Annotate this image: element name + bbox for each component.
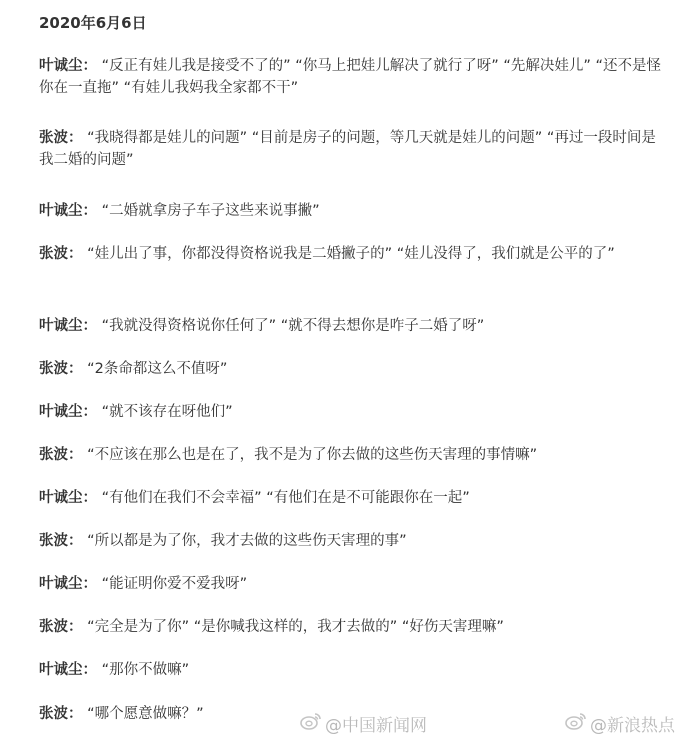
speaker-name: 张波： bbox=[39, 619, 83, 635]
quote-text: “那你不做嘛” bbox=[101, 662, 190, 678]
dialogue-line bbox=[39, 127, 669, 171]
dialogue-line bbox=[39, 573, 669, 595]
speaker-name: 叶诚尘： bbox=[39, 490, 97, 506]
speaker-name: 叶诚尘： bbox=[39, 662, 97, 678]
quote-text: “娃儿出了事，你都没得资格说我是二婚撇子的” “娃儿没得了，我们就是公平的了” bbox=[87, 246, 615, 262]
quote-text: “2条命都这么不值呀” bbox=[87, 361, 228, 377]
dialogue-line bbox=[39, 487, 669, 509]
dialogue-line bbox=[39, 401, 669, 423]
quote-text: “二婚就拿房子车子这些来说事撇” bbox=[101, 203, 320, 219]
quote-text: “所以都是为了你，我才去做的这些伤天害理的事” bbox=[87, 533, 407, 549]
weibo-icon bbox=[300, 711, 325, 736]
quote-text: “有他们在我们不会幸福” “有他们在是不可能跟你在一起” bbox=[101, 490, 470, 506]
speaker-name: 叶诚尘： bbox=[39, 58, 97, 74]
speaker-name: 叶诚尘： bbox=[39, 203, 97, 219]
dialogue-line bbox=[39, 530, 669, 552]
speaker-name: 张波： bbox=[39, 246, 83, 262]
watermark-right bbox=[565, 710, 675, 736]
quote-text: “我就没得资格说你任何了” “就不得去想你是咋子二婚了呀” bbox=[101, 318, 485, 334]
dialogue-line bbox=[39, 703, 289, 725]
quote-text: “我晓得都是娃儿的问题” “目前是房子的问题，等几天就是娃儿的问题” “再过一段时间是我二婚的问题” bbox=[39, 130, 656, 168]
speaker-name: 张波： bbox=[39, 533, 83, 549]
speaker-name: 张波： bbox=[39, 130, 83, 146]
quote-text: “反正有娃儿我是接受不了的” “你马上把娃儿解决了就行了呀” “先解决娃儿” “还不是怪你在一直拖” “有娃儿我妈我全家都不干” bbox=[39, 58, 662, 96]
speaker-name: 张波： bbox=[39, 361, 83, 377]
dialogue-line bbox=[39, 616, 669, 638]
dialogue-line bbox=[39, 315, 669, 337]
quote-text: “不应该在那么也是在了，我不是为了你去做的这些伤天害理的事情嘛” bbox=[87, 447, 538, 463]
quote-text: “完全是为了你” “是你喊我这样的，我才去做的” “好伤天害理嘛” bbox=[87, 619, 504, 635]
dialogue-line bbox=[39, 358, 669, 380]
speaker-name: 叶诚尘： bbox=[39, 318, 97, 334]
date-heading: 2020年6月6日 bbox=[39, 14, 147, 32]
dialogue-line bbox=[39, 55, 669, 99]
speaker-name: 叶诚尘： bbox=[39, 576, 97, 592]
quote-text: “哪个愿意做嘛？” bbox=[87, 706, 204, 722]
watermark-right-text: @新浪热点 bbox=[590, 715, 675, 736]
speaker-name: 张波： bbox=[39, 706, 83, 722]
dialogue-line bbox=[39, 444, 669, 466]
speaker-name: 张波： bbox=[39, 447, 83, 463]
speaker-name: 叶诚尘： bbox=[39, 404, 97, 420]
quote-text: “能证明你爱不爱我呀” bbox=[101, 576, 248, 592]
weibo-icon bbox=[565, 711, 590, 736]
quote-text: “就不该存在呀他们” bbox=[101, 404, 233, 420]
dialogue-line bbox=[39, 243, 669, 265]
watermark-left-text: @中国新闻网 bbox=[325, 715, 427, 736]
watermark-left bbox=[300, 710, 427, 736]
dialogue-line bbox=[39, 200, 669, 222]
dialogue-line bbox=[39, 659, 669, 681]
